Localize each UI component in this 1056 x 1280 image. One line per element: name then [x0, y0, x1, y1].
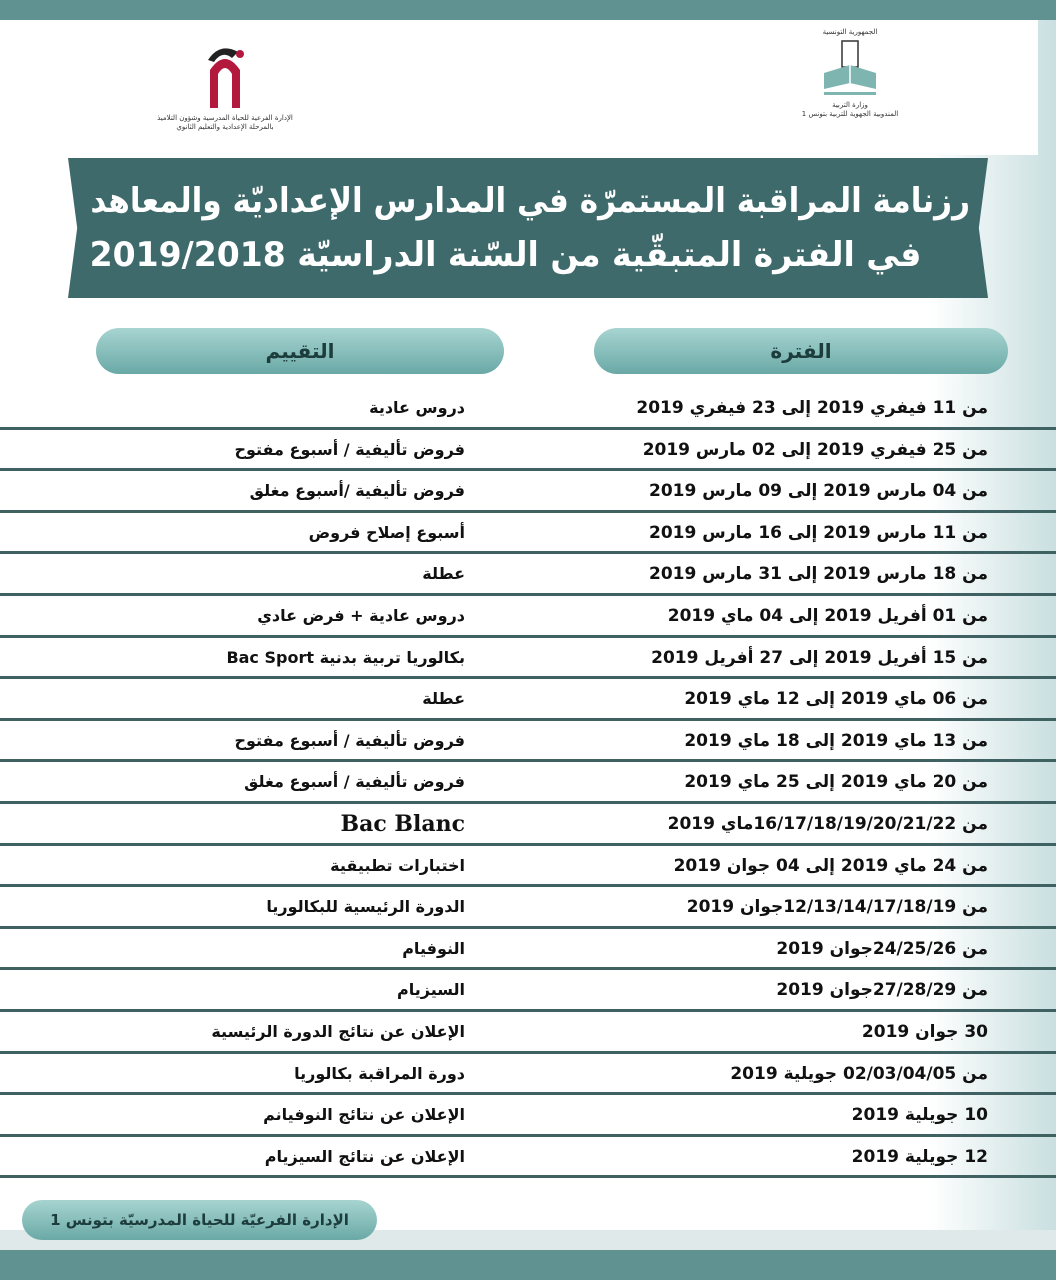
table-row [0, 471, 1056, 513]
table-row [0, 1054, 1056, 1096]
ministry-label: وزارة التربية [832, 101, 868, 109]
period-cell: من 27/28/29جوان 2019 [776, 980, 988, 1001]
school-life-logo [150, 40, 300, 150]
evaluation-cell: بكالوريا تربية بدنية Bac Sport [226, 647, 465, 667]
period-cell: 10 جويلية 2019 [851, 1105, 988, 1126]
evaluation-cell: عطلة [422, 689, 465, 709]
table-row [0, 1012, 1056, 1054]
evaluation-cell: الإعلان عن نتائج السيزيام [264, 1146, 465, 1166]
table-row [0, 638, 1056, 680]
top-band [0, 0, 1056, 20]
period-cell: من 15 أفريل 2019 إلى 27 أفريل 2019 [651, 647, 988, 668]
footer-label: الإدارة الفرعيّة للحياة المدرسيّة بتونس 1 [22, 1200, 377, 1240]
period-cell: من 24/25/26جوان 2019 [776, 938, 988, 959]
column-header-evaluation: التقييم [96, 328, 504, 374]
page-title [90, 174, 970, 294]
bottom-band [0, 1250, 1056, 1280]
evaluation-cell: دورة المراقبة بكالوريا [294, 1063, 465, 1083]
schedule-table [0, 388, 1056, 1178]
table-row [0, 430, 1056, 472]
period-cell: من 20 ماي 2019 إلى 25 ماي 2019 [684, 772, 988, 793]
table-row [0, 554, 1056, 596]
evaluation-cell: فروض تأليفية /أسبوع مغلق [249, 481, 465, 501]
period-cell: من 04 مارس 2019 إلى 09 مارس 2019 [649, 481, 988, 502]
evaluation-cell: دروس عادية [369, 398, 465, 417]
table-row [0, 804, 1056, 846]
column-header-period: الفترة [594, 328, 1008, 374]
period-cell: من 13 ماي 2019 إلى 18 ماي 2019 [684, 730, 988, 751]
table-row [0, 887, 1056, 929]
regional-label: المندوبية الجهوية للتربية بتونس 1 [801, 110, 899, 118]
ministry-emblem-icon [820, 37, 880, 97]
table-row [0, 721, 1056, 763]
table-row [0, 1137, 1056, 1179]
evaluation-cell: الإعلان عن نتائج الدورة الرئيسية [211, 1021, 465, 1041]
period-cell: من 25 فيفري 2019 إلى 02 مارس 2019 [642, 439, 988, 460]
evaluation-cell: Bac Blanc [340, 810, 465, 837]
period-cell: من 16/17/18/19/20/21/22ماي 2019 [667, 813, 988, 834]
period-cell: من 18 مارس 2019 إلى 31 مارس 2019 [649, 564, 988, 585]
period-cell: من 12/13/14/17/18/19جوان 2019 [686, 897, 988, 918]
evaluation-cell: عطلة [422, 564, 465, 584]
table-row [0, 513, 1056, 555]
evaluation-cell: اختبارات تطبيقية [330, 855, 465, 875]
period-cell: من 01 أفريل 2019 إلى 04 ماي 2019 [667, 605, 988, 626]
period-cell: 12 جويلية 2019 [851, 1146, 988, 1167]
period-cell: من 24 ماي 2019 إلى 04 جوان 2019 [673, 855, 988, 876]
table-row [0, 970, 1056, 1012]
table-row [0, 679, 1056, 721]
table-row [0, 1095, 1056, 1137]
evaluation-cell: فروض تأليفية / أسبوع مفتوح [234, 730, 465, 750]
evaluation-cell: فروض تأليفية / أسبوع مفتوح [234, 439, 465, 459]
period-cell: 30 جوان 2019 [861, 1021, 988, 1042]
period-cell: من 11 مارس 2019 إلى 16 مارس 2019 [649, 522, 988, 543]
republic-label: الجمهورية التونسية [822, 28, 878, 36]
evaluation-cell: السيزيام [397, 980, 465, 1000]
title-line-1: رزنامة المراقبة المستمرّة في المدارس الإعداديّة والمعاهد [90, 181, 970, 221]
title-line-2: في الفترة المتبقّية من السّنة الدراسيّة 2019/2018 [89, 235, 922, 275]
evaluation-cell: دروس عادية + فرض عادي [257, 605, 465, 625]
period-cell: من 02/03/04/05 جويلية 2019 [730, 1063, 988, 1084]
evaluation-cell: فروض تأليفية / أسبوع مغلق [244, 772, 465, 792]
evaluation-cell: الإعلان عن نتائج النوفيانم [263, 1105, 465, 1125]
table-row [0, 846, 1056, 888]
period-cell: من 06 ماي 2019 إلى 12 ماي 2019 [684, 689, 988, 710]
table-row [0, 929, 1056, 971]
school-life-emblem-icon [180, 40, 270, 110]
evaluation-cell: النوفيام [402, 938, 465, 958]
table-row [0, 762, 1056, 804]
school-life-logo-text: الإدارة الفرعية للحياة المدرسية وشؤون التلاميذ بالمرحلة الإعدادية والتعليم الثانوي [157, 114, 293, 131]
period-cell: من 11 فيفري 2019 إلى 23 فيفري 2019 [636, 398, 988, 418]
evaluation-cell: أسبوع إصلاح فروض [308, 522, 465, 542]
table-row [0, 388, 1056, 430]
ministry-logo [780, 28, 920, 153]
evaluation-cell: الدورة الرئيسية للبكالوريا [266, 897, 465, 917]
table-row [0, 596, 1056, 638]
